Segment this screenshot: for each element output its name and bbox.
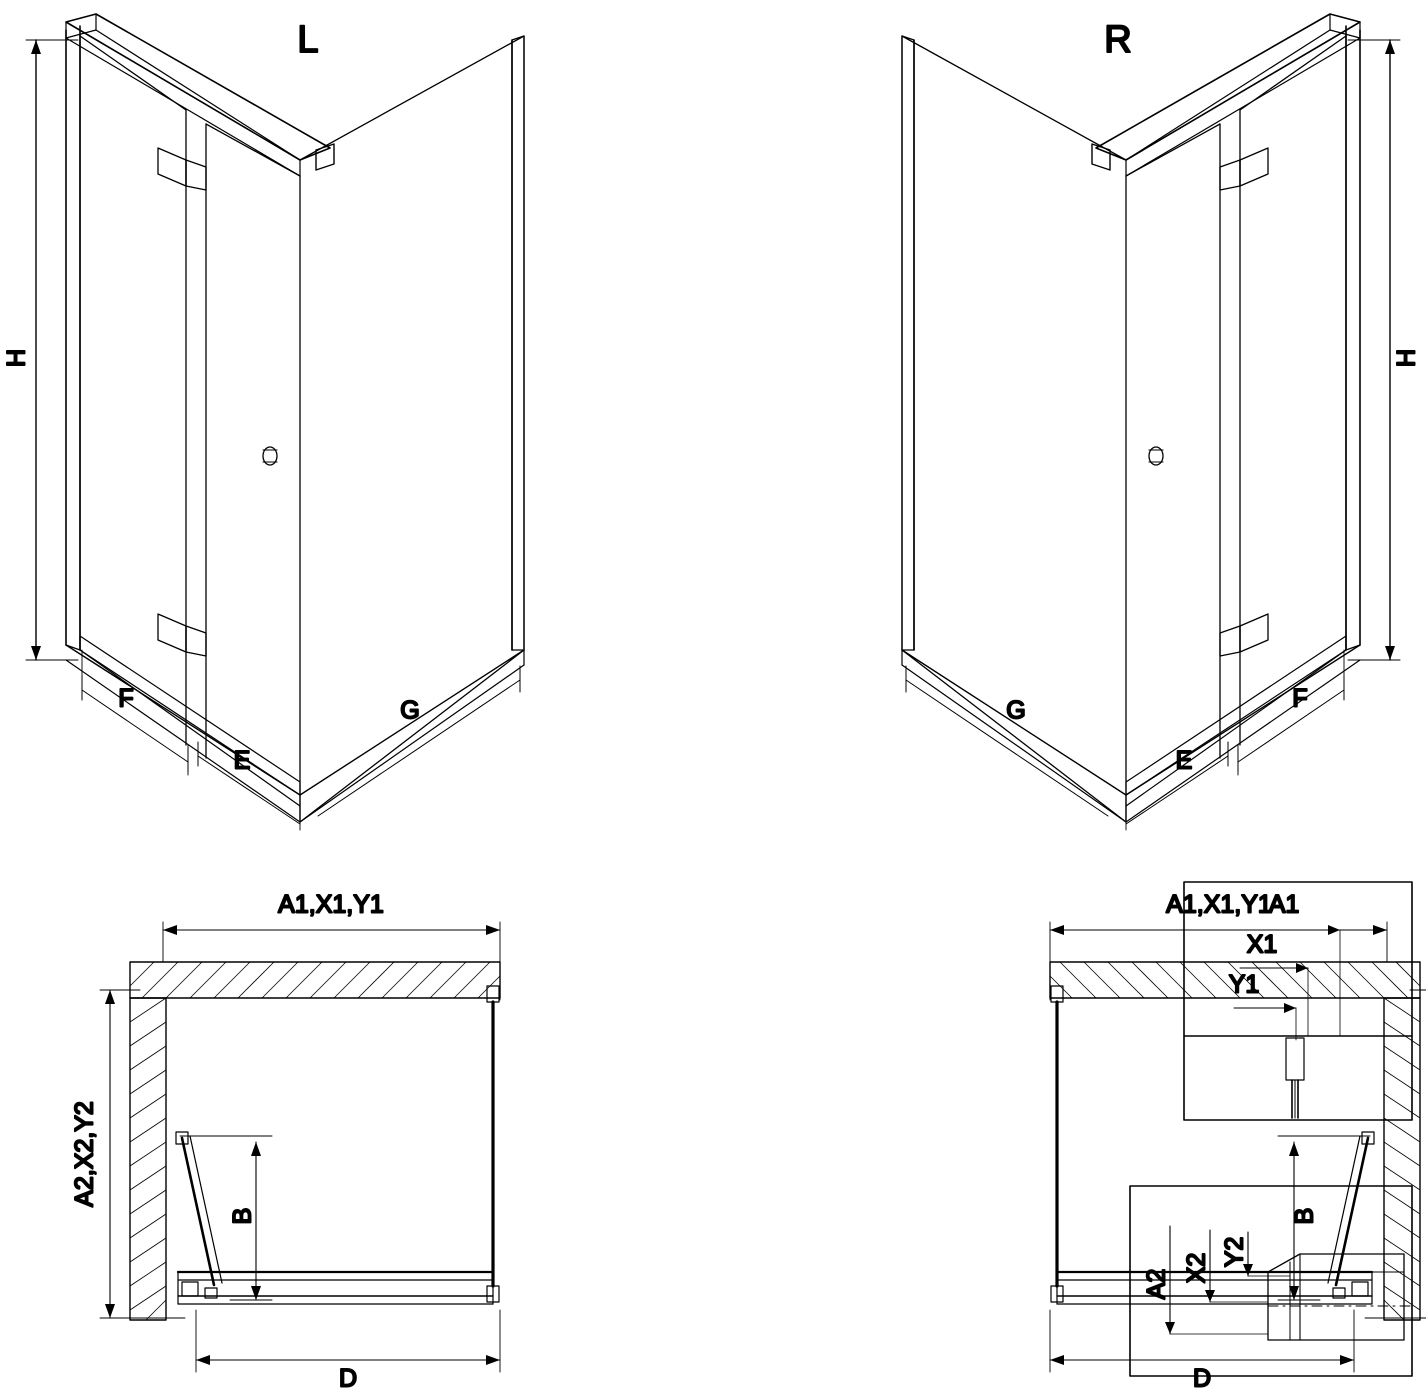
- iso-right-dim-g: G: [1006, 696, 1026, 725]
- detail-top-x1: X1: [1246, 930, 1278, 959]
- plan-left-side-dim: A2,X2,Y2: [70, 1101, 99, 1207]
- iso-left-height-label: H: [2, 348, 31, 368]
- detail-bottom-y2: Y2: [1220, 1236, 1249, 1268]
- plan-right-bottom-dim: D: [1192, 1364, 1212, 1393]
- detail-top-a1: A1: [1268, 890, 1300, 919]
- iso-right-dim-f: F: [1292, 684, 1308, 713]
- plan-left-bottom-dim: D: [338, 1364, 358, 1393]
- iso-left-dim-f: F: [118, 684, 134, 713]
- view-title-left: L: [297, 19, 319, 62]
- plan-left-top-dim: A1,X1,Y1: [278, 890, 384, 919]
- detail-bottom-a2: A2: [1142, 1268, 1171, 1300]
- plan-right-top-dim: A1,X1,Y1: [1166, 890, 1272, 919]
- iso-right-dim-e: E: [1175, 746, 1193, 775]
- iso-right-height-label: H: [1392, 348, 1421, 368]
- plan-view-left: [71, 891, 500, 1393]
- iso-left-dim-e: E: [233, 746, 251, 775]
- plan-left-door-dim: B: [228, 1207, 257, 1225]
- detail-top-y1: Y1: [1228, 970, 1260, 999]
- iso-view-right: [902, 14, 1400, 830]
- detail-bottom-x2: X2: [1182, 1252, 1211, 1284]
- detail-view-bottom: [1130, 1186, 1412, 1376]
- iso-left-dim-g: G: [400, 696, 420, 725]
- iso-view-left: [3, 14, 524, 830]
- plan-right-door-dim: B: [1290, 1207, 1319, 1225]
- view-title-right: R: [1104, 19, 1132, 62]
